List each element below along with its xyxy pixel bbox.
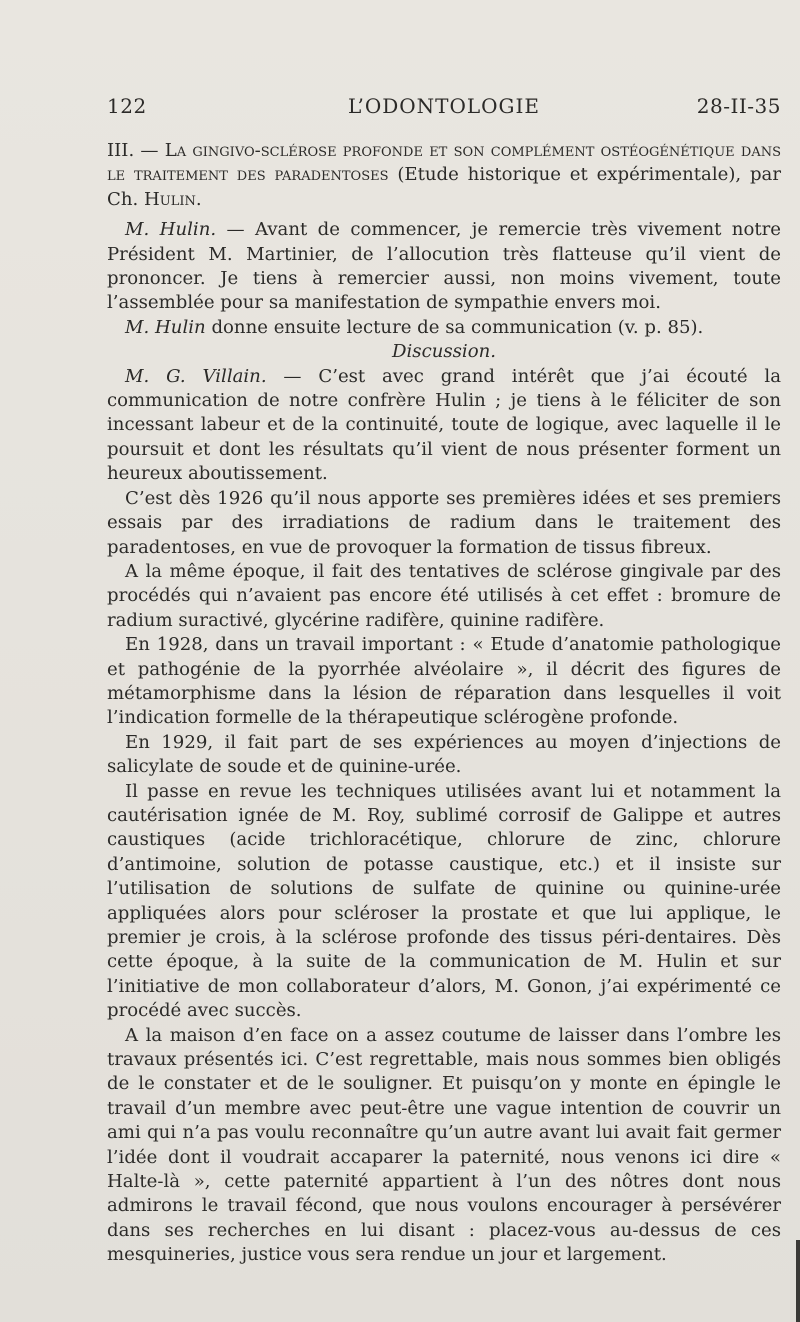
paragraph-8: Il passe en revue les techniques utilisées avant lui et notamment la cautérisation ignée de M. Roy, sublimé corrosif de Galippe et autres caustiques (acide trichloracétique, chlorure de zinc, chlorure d’antimoine, solution de potasse caustique, etc.) et il insiste sur l’utilisation de solutions de sulfate de quinine ou quinine-urée appliquées alors pour scléroser la prostate et que lui applique, le premier je crois, à la sclérose profonde des tissus péri-dentaires. Dès cette époque, à la suite de la communication de M. Hulin et sur l’initiative de mon collaborateur d’alors, M. Gonon, j’ai expérimenté ce procédé avec succès. [107,780,781,1022]
paragraph-4: C’est dès 1926 qu’il nous apporte ses premières idées et ses premiers essais par des irradiations de radium dans le traitement des paradentoses, en vue de provoquer la formation de tissus fibreux. [107,487,781,558]
article-body [107,139,781,1268]
section-author: Hulin [144,188,196,210]
paragraph-7: En 1929, il fait part de ses expériences au moyen d’injections de salicylate de soude et de quinine-urée. [107,731,781,778]
paragraph-text: donne ensuite lecture de sa communication (v. p. 85). [205,316,704,338]
speaker-name: M. Hulin [125,316,206,338]
section-number: III. — [107,140,159,161]
section-heading [107,139,781,212]
paragraph-text: — C’est avec grand intérêt que j’ai écouté la communication de notre confrère Hulin ; je tiens à le féliciter de son incessant labeur et de la continuité, toute de logique, avec laquelle il le poursuit et dont les résultats qu’il vient de nous présenter forment un heureux aboutissement. [107,365,781,485]
paragraph-1 [107,218,781,316]
page-number: 122 [107,94,147,118]
paragraph-2 [107,316,781,340]
issue-date: 28-II-35 [696,94,781,118]
scan-edge-mark [796,1240,800,1322]
paragraph-5: A la même époque, il fait des tentatives de sclérose gingivale par des procédés qui n’avaient pas encore été utilisés à cet effet : bromure de radium suractivé, glycérine radifère, quinine radifère. [107,560,781,631]
journal-title: L’ODONTOLOGIE [347,94,541,118]
paragraph-text: — Avant de commencer, je remercie très vivement notre Président M. Martinier, de l’allocution très flatteuse qu’il vient de prononcer. Je tiens à remercier aussi, non moins vivement, toute l’assemblée pour sa manifestation de sympathie envers moi. [107,219,781,314]
speaker-name: M. G. Villain. [125,365,267,387]
paragraph-3 [107,365,781,487]
speaker-name: M. Hulin. [125,219,217,241]
paragraph-9: A la maison d’en face on a assez coutume de laisser dans l’ombre les travaux présentés ici. C’est regrettable, mais nous sommes bien obligés de le constater et de le souligner. Et puisqu’on y monte en épingle le travail d’un membre avec peut-être une vague intention de couvrir un ami qui n’a pas voulu reconnaître qu’un autre avant lui avait fait germer l’idée dont il voudrait accaparer la paternité, nous venons ici dire « Halte-là », cette paternité appartient à l’un des nôtres dont nous admirons le travail fécond, que nous voulons encourager à persévérer dans ses recherches en lui disant : placez-vous au-dessus de ces mesquineries, justice vous sera rendue un jour et largement. [107,1024,781,1266]
section-author-end: . [195,188,202,210]
section-title: La gingivo-sclérose profonde et son complément ostéogénétique dans le traitement des paradentoses [107,140,781,186]
discussion-heading: Discussion. [391,341,497,363]
running-header [107,94,781,122]
section-title-rest: (Etude historique et expérimentale), par Ch. [107,164,781,210]
paragraph-6: En 1928, dans un travail important : « Etude d’anatomie pathologique et pathogénie de la pyorrhée alvéolaire », il décrit des figures de métamorphisme dans la lésion de réparation dans lesquelles il voit l’indication formelle de la thérapeutique sclérogène profonde. [107,634,781,729]
